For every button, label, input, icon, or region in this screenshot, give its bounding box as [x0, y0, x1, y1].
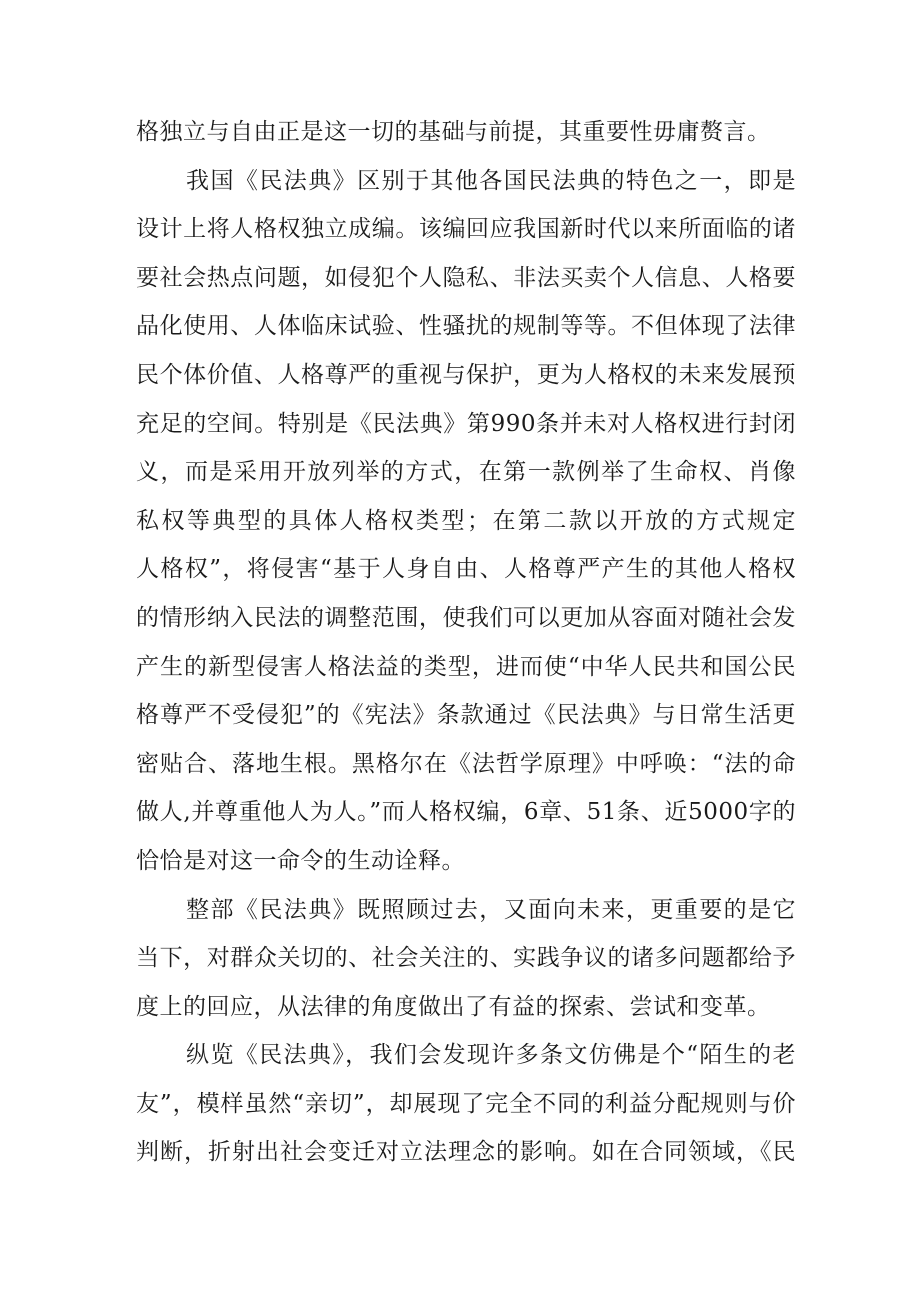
text-line: 纵览《民法典》，我们会发现许多条文仿佛是个“陌生的老: [186, 1042, 796, 1069]
text-line: 产生的新型侵害人格法益的类型，进而使“中华人民共和国公民: [136, 653, 796, 680]
text-line: 格独立与自由正是这一切的基础与前提，其重要性毋庸赘言。: [136, 119, 771, 145]
text-line: 民个体价值、人格尊严的重视与保护，更为人格权的未来发展预: [136, 361, 796, 388]
text-line: 义，而是采用开放列举的方式，在第一款例举了生命权、肖像: [136, 459, 796, 486]
text-line: 充足的空间。特别是《民法典》第990条并未对人格权进行封闭: [136, 410, 796, 437]
paragraph-4: [136, 1031, 796, 1177]
body-text: [136, 108, 796, 1177]
text-line: 我国《民法典》区别于其他各国民法典的特色之一，即是: [186, 167, 796, 194]
text-line: 品化使用、人体临床试验、性骚扰的规制等等。不但体现了法律: [136, 313, 796, 340]
text-line: 判断，折射出社会变迁对立法理念的影响。如在合同领域，《民: [136, 1139, 796, 1166]
text-line: 整部《民法典》既照顾过去，又面向未来，更重要的是它: [186, 896, 796, 923]
text-line: 恰恰是对这一命令的生动诠释。: [136, 847, 465, 874]
text-line: 友”，模样虽然“亲切”，却展现了完全不同的利益分配规则与价: [136, 1090, 796, 1117]
text-line: 做人,并尊重他人为人。”而人格权编，6章、51条、近5000字的: [136, 799, 796, 826]
paragraph-1: [136, 108, 796, 157]
text-line: 私权等典型的具体人格权类型；在第二款以开放的方式规定: [136, 507, 796, 534]
text-line: 格尊严不受侵犯”的《宪法》条款通过《民法典》与日常生活更: [136, 702, 796, 729]
text-line: 当下，对群众关切的、社会关注的、实践争议的诸多问题都给予: [136, 945, 796, 972]
text-line: 密贴合、落地生根。黑格尔在《法哲学原理》中呼唤：“法的命: [136, 750, 796, 777]
text-line: 人格权”，将侵害“基于人身自由、人格尊严产生的其他人格权: [136, 556, 796, 583]
text-line: 度上的回应，从法律的角度做出了有益的探索、尝试和变革。: [136, 993, 771, 1020]
paragraph-3: [136, 886, 796, 1032]
text-line: 要社会热点问题，如侵犯个人隐私、非法买卖个人信息、人格要: [136, 264, 796, 291]
text-line: 设计上将人格权独立成编。该编回应我国新时代以来所面临的诸: [136, 216, 796, 243]
paragraph-2: [136, 157, 796, 886]
text-line: 的情形纳入民法的调整范围，使我们可以更加从容面对随社会发: [136, 604, 796, 631]
